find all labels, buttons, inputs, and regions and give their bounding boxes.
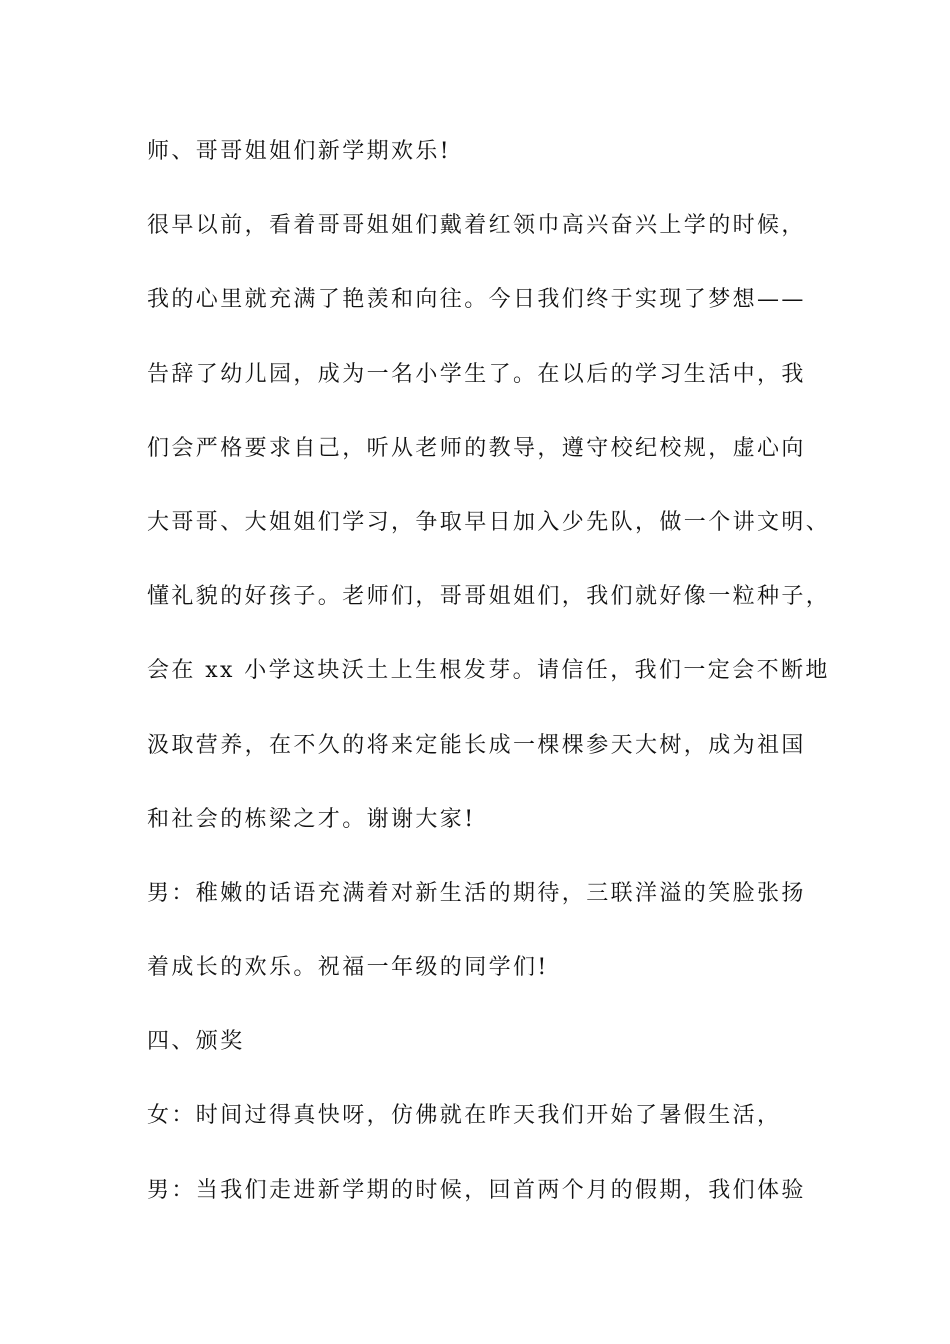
text-line: 我的心里就充满了艳羡和向往。今日我们终于实现了梦想—— — [147, 287, 806, 312]
text-line: 会在 xx 小学这块沃土上生根发芽。请信任，我们一定会不断地 — [147, 658, 830, 683]
text-line: 男：当我们走进新学期的时候，回首两个月的假期，我们体验 — [147, 1178, 806, 1203]
text-line: 男：稚嫩的话语充满着对新生活的期待，三联洋溢的笑脸张扬 — [147, 881, 806, 906]
text-line: 汲取营养，在不久的将来定能长成一棵棵参天大树，成为祖国 — [147, 733, 806, 758]
text-line: 师、哥哥姐姐们新学期欢乐! — [147, 139, 452, 164]
text-line: 着成长的欢乐。祝福一年级的同学们! — [147, 955, 549, 980]
text-line: 女：时间过得真快呀，仿佛就在昨天我们开始了暑假生活， — [147, 1103, 782, 1128]
text-line: 和社会的栋梁之才。谢谢大家! — [147, 807, 476, 832]
section-heading: 四、颁奖 — [147, 1029, 245, 1054]
text-line: 大哥哥、大姐姐们学习，争取早日加入少先队，做一个讲文明、 — [147, 510, 831, 535]
text-line: 很早以前，看着哥哥姐姐们戴着红领巾高兴奋兴上学的时候， — [147, 213, 806, 238]
text-line: 懂礼貌的好孩子。老师们，哥哥姐姐们，我们就好像一粒种子， — [147, 584, 831, 609]
text-line: 告辞了幼儿园，成为一名小学生了。在以后的学习生活中，我 — [147, 362, 806, 387]
text-line: 们会严格要求自己，听从老师的教导，遵守校纪校规，虚心向 — [147, 436, 806, 461]
